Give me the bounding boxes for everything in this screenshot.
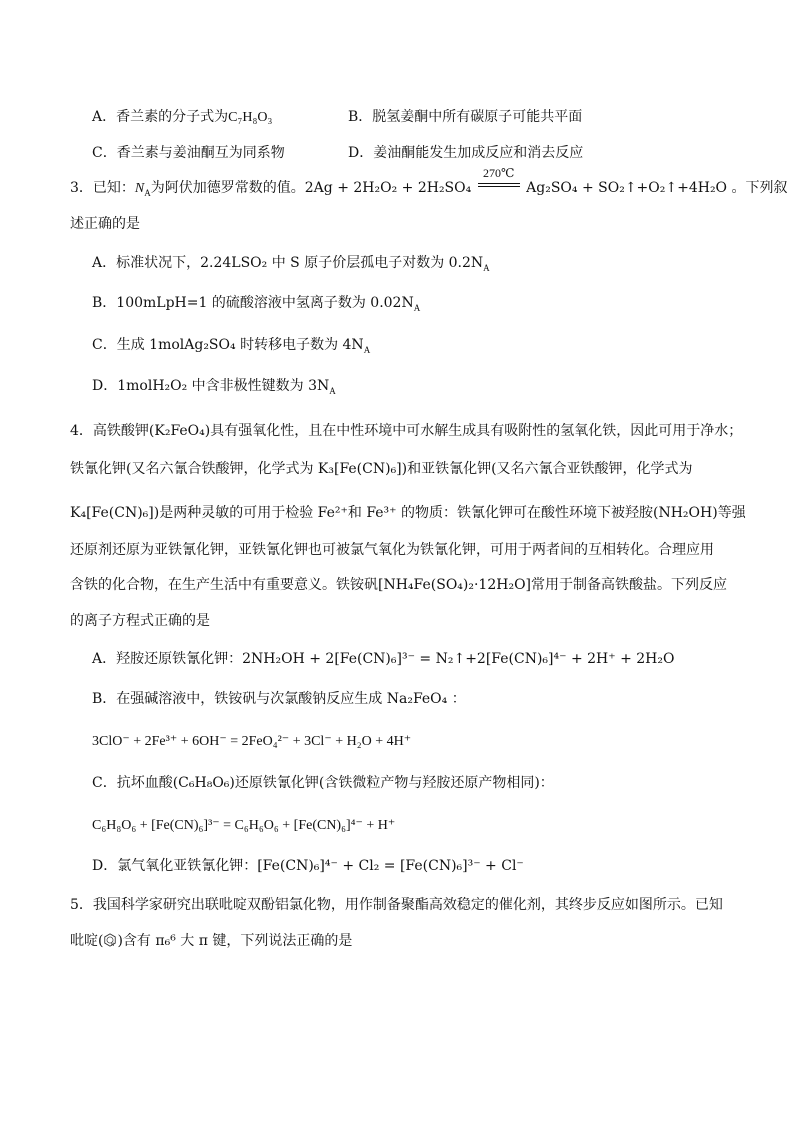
- q5-stem-line-1: 5．我国科学家研究出联吡啶双酚铝氯化物，用作制备聚酯高效稳定的催化剂，其终步反应如图所示。已知: [70, 897, 723, 913]
- q4-stem-line-5: 含铁的化合物，在生产生活中有重要意义。铁铵矾[NH₄Fe(SO₄)₂·12H₂O]常用于制备高铁酸盐。下列反应: [70, 577, 728, 593]
- q4-option-b-equation: 3ClO⁻ + 2Fe³⁺ + 6OH⁻ = 2FeO₄²⁻ + 3Cl⁻ + H₂O + 4H⁺: [92, 734, 412, 749]
- q3-option-d: D．1molH₂O₂ 中含非极性键数为 $3N_A$: [92, 378, 336, 396]
- q5-stem-line-2: 吡啶( N )含有 π₆⁶ 大 π 键，下列说法正确的是: [70, 933, 353, 949]
- q3-option-a: A．标准状况下，2.24LSO₂ 中 S 原子价层孤电子对数为 $0.2N_A$: [92, 255, 490, 273]
- q3-option-b: B．100mLpH=1 的硫酸溶液中氢离子数为 $0.02N_A$: [92, 295, 421, 313]
- q3-stem-cont: 述正确的是: [70, 216, 140, 232]
- q4-stem-line-3: K₄[Fe(CN)₆])是两种灵敏的可用于检验 Fe²⁺和 Fe³⁺ 的物质：铁氰化钾可在酸性环境下被羟胺(NH₂OH)等强: [70, 505, 746, 521]
- question-number: 3．: [70, 180, 93, 196]
- q3-stem: 3．已知：$N_A$为阿伏加德罗常数的值。2Ag + 2H₂O₂ + 2H₂SO₄ 270℃ Ag₂SO₄ + SO₂↑+O₂↑+4H₂O 。下列叙: [70, 166, 788, 198]
- q4-option-d: D．氯气氧化亚铁氰化钾：[Fe(CN)₆]⁴⁻ + Cl₂ = [Fe(CN)₆]³⁻ + Cl⁻: [92, 858, 524, 874]
- q4-option-c: C．抗坏血酸(C₆H₈O₆)还原铁氰化钾(含铁微粒产物与羟胺还原产物相同)：: [92, 775, 554, 791]
- q4-option-b: B．在强碱溶液中，铁铵矾与次氯酸钠反应生成 Na₂FeO₄ ：: [92, 691, 466, 707]
- pyridine-structure-icon: [103, 933, 117, 947]
- svg-text:N: N: [111, 943, 115, 947]
- q4-stem-line-2: 铁氰化钾(又名六氰合铁酸钾，化学式为 K₃[Fe(CN)₆])和亚铁氰化钾(又名六氰合亚铁酸钾，化学式为: [70, 461, 693, 477]
- q4-option-a: A．羟胺还原铁氰化钾：2NH₂OH + 2[Fe(CN)₆]³⁻ = N₂↑+2[Fe(CN)₆]⁴⁻ + 2H⁺ + 2H₂O: [92, 651, 675, 667]
- q2-option-b: B．脱氢姜酮中所有碳原子可能共平面: [348, 109, 583, 125]
- q2-option-a: A．香兰素的分子式为C₇H₈O₃: [92, 109, 273, 125]
- q4-stem-line-4: 还原剂还原为亚铁氰化钾，亚铁氰化钾也可被氯气氧化为铁氰化钾，可用于两者间的互相转化。合理应用: [70, 542, 714, 558]
- q2-option-c: C．香兰素与姜油酮互为同系物: [92, 145, 285, 161]
- q4-option-c-equation: C₆H₈O₆ + [Fe(CN)₆]³⁻ = C₆H₆O₆ + [Fe(CN)₆]⁴⁻ + H⁺: [92, 818, 396, 833]
- reaction-condition: 270℃: [476, 177, 522, 199]
- q3-option-c: C．生成 1molAg₂SO₄ 时转移电子数为 $4N_A$: [92, 337, 371, 355]
- q2-option-d: D．姜油酮能发生加成反应和消去反应: [348, 145, 584, 161]
- q4-stem-line-6: 的离子方程式正确的是: [70, 613, 210, 629]
- q4-stem-line-1: 4．高铁酸钾(K₂FeO₄)具有强氧化性，且在中性环境中可水解生成具有吸附性的氢氧化铁，因此可用于净水；: [70, 423, 743, 439]
